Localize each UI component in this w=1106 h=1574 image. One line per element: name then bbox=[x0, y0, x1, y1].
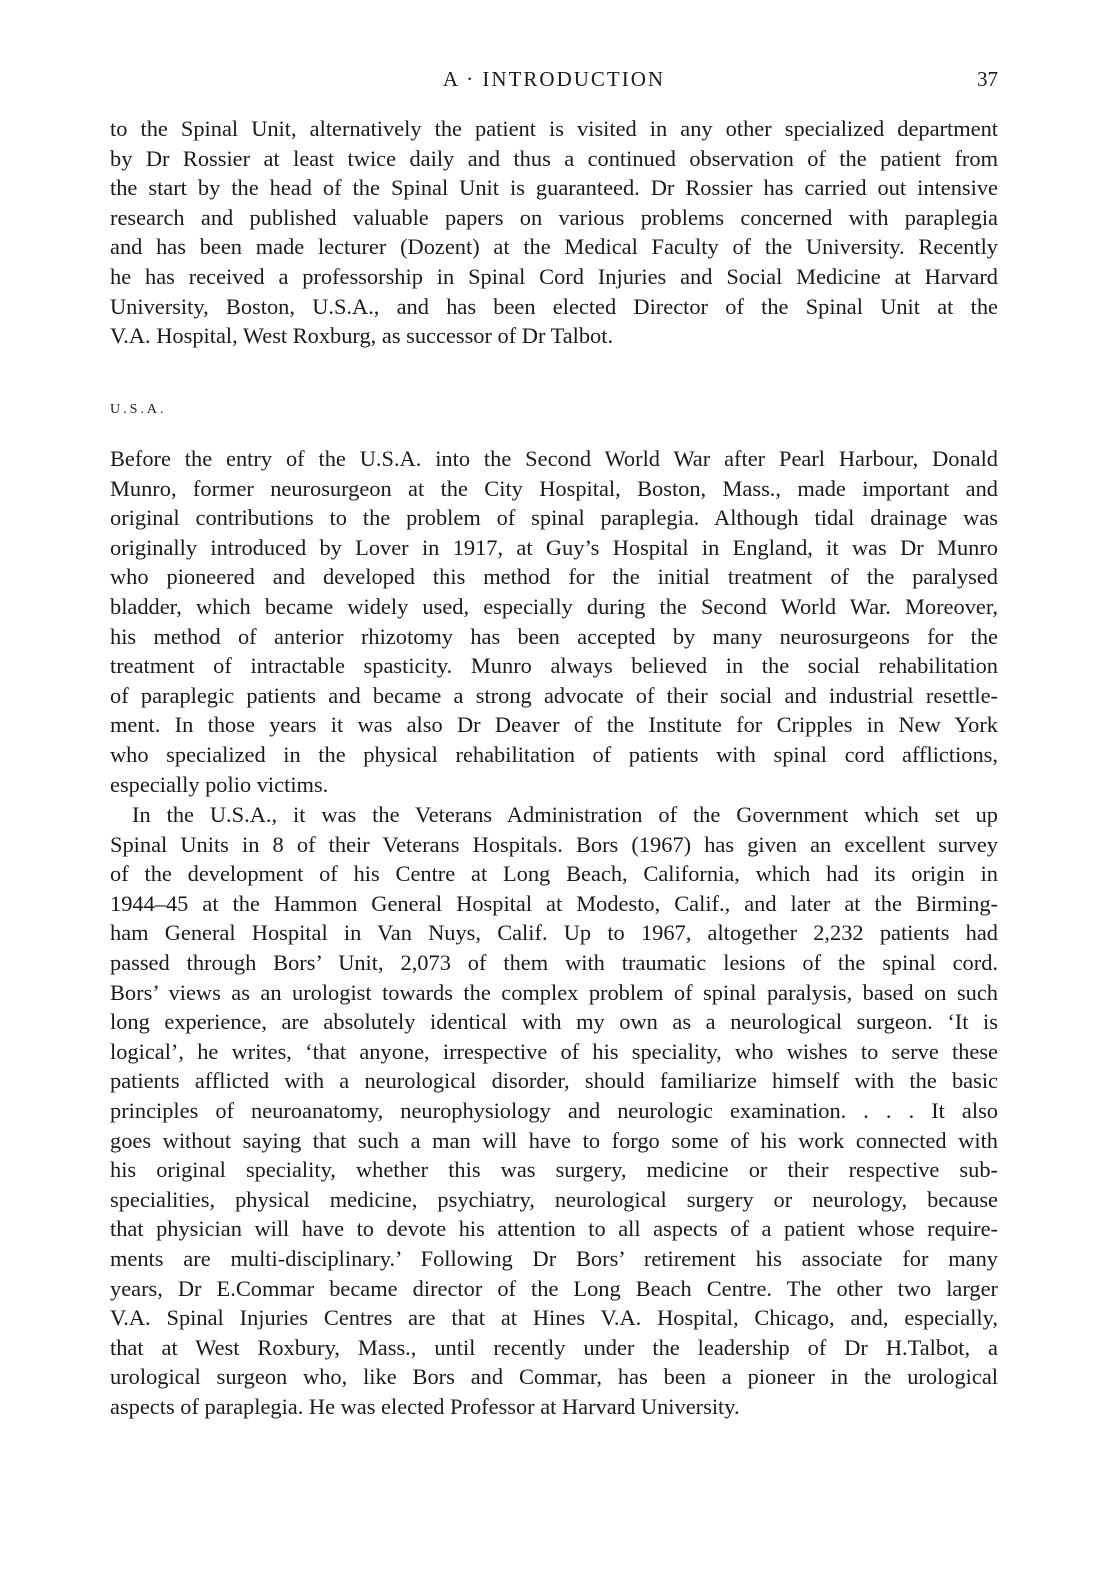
text-line: ment. In those years it was also Dr Deaver of the Institute for Cripples in New York bbox=[110, 712, 998, 738]
text-line: urological surgeon who, like Bors and Commar, has been a pioneer in the urological bbox=[110, 1364, 998, 1390]
text-line: by Dr Rossier at least twice daily and thus a continued observation of the patient from bbox=[110, 145, 998, 171]
text-line: that at West Roxbury, Mass., until recently under the leadership of Dr H.Talbot, a bbox=[110, 1334, 998, 1360]
paragraph-continuation bbox=[110, 114, 998, 351]
text-line: originally introduced by Lover in 1917, at Guy’s Hospital in England, it was Dr Munro bbox=[110, 534, 998, 560]
text-line: In the U.S.A., it was the Veterans Administration of the Government which set up bbox=[132, 802, 998, 827]
text-line: of the development of his Centre at Long Beach, California, which had its origin in bbox=[110, 861, 998, 887]
text-line: V.A. Hospital, West Roxburg, as successor of Dr Talbot. bbox=[110, 323, 614, 349]
page-number: 37 bbox=[977, 67, 998, 91]
text-line: 1944–45 at the Hammon General Hospital at Modesto, Calif., and later at the Birming- bbox=[110, 890, 998, 916]
paragraph-munro bbox=[110, 444, 998, 799]
running-head bbox=[110, 64, 998, 94]
text-line: who specialized in the physical rehabilitation of patients with spinal cord afflictions, bbox=[110, 741, 998, 767]
text-line: Bors’ views as an urologist towards the complex problem of spinal paralysis, based on such bbox=[110, 979, 998, 1005]
text-line: and has been made lecturer (Dozent) at the Medical Faculty of the University. Recently bbox=[110, 234, 998, 260]
text-line: treatment of intractable spasticity. Munro always believed in the social rehabilitation bbox=[110, 653, 998, 679]
text-line: the start by the head of the Spinal Unit is guaranteed. Dr Rossier has carried out intensive bbox=[110, 175, 998, 201]
text-line: bladder, which became widely used, especially during the Second World War. Moreover, bbox=[110, 593, 998, 619]
text-line: original contributions to the problem of spinal paraplegia. Although tidal drainage was bbox=[110, 505, 998, 531]
text-line: ments are multi-disciplinary.’ Following Dr Bors’ retirement his associate for many bbox=[110, 1245, 998, 1271]
text-line: V.A. Spinal Injuries Centres are that at Hines V.A. Hospital, Chicago, and, especially, bbox=[110, 1305, 998, 1331]
text-line: Munro, former neurosurgeon at the City Hospital, Boston, Mass., made important and bbox=[110, 475, 998, 501]
text-line: especially polio victims. bbox=[110, 771, 329, 797]
section-heading: U.S.A. bbox=[110, 402, 167, 417]
text-line: Before the entry of the U.S.A. into the Second World War after Pearl Harbour, Donald bbox=[110, 446, 998, 471]
text-line: he has received a professorship in Spinal Cord Injuries and Social Medicine at Harvard bbox=[110, 263, 998, 289]
text-line: aspects of paraplegia. He was elected Professor at Harvard University. bbox=[110, 1393, 740, 1419]
text-line: ham General Hospital in Van Nuys, Calif. Up to 1967, altogether 2,232 patients had bbox=[110, 920, 998, 946]
running-title: A · INTRODUCTION bbox=[442, 67, 666, 91]
text-line: University, Boston, U.S.A., and has been elected Director of the Spinal Unit at the bbox=[110, 293, 998, 319]
text-line: that physician will have to devote his attention to all aspects of a patient whose require- bbox=[110, 1216, 998, 1242]
text-line: principles of neuroanatomy, neurophysiology and neurologic examination. . . . It also bbox=[110, 1097, 998, 1123]
text-line: years, Dr E.Commar became director of the Long Beach Centre. The other two larger bbox=[110, 1275, 998, 1301]
text-line: specialities, physical medicine, psychiatry, neurological surgery or neurology, because bbox=[110, 1186, 998, 1212]
paragraph-veterans bbox=[110, 800, 998, 1421]
text-line: research and published valuable papers on various problems concerned with paraplegia bbox=[110, 204, 998, 230]
text-line: who pioneered and developed this method for the initial treatment of the paralysed bbox=[110, 564, 998, 590]
text-line: logical’, he writes, ‘that anyone, irrespective of his speciality, who wishes to serve these bbox=[110, 1038, 998, 1064]
text-line: his method of anterior rhizotomy has been accepted by many neurosurgeons for the bbox=[110, 623, 998, 649]
text-line: goes without saying that such a man will have to forgo some of his work connected with bbox=[110, 1127, 998, 1153]
text-line: patients afflicted with a neurological disorder, should familiarize himself with the basic bbox=[110, 1068, 998, 1094]
text-line: Spinal Units in 8 of their Veterans Hospitals. Bors (1967) has given an excellent survey bbox=[110, 831, 998, 857]
text-line: of paraplegic patients and became a strong advocate of their social and industrial resettle- bbox=[110, 682, 998, 708]
text-line: long experience, are absolutely identical with my own as a neurological surgeon. ‘It is bbox=[110, 1009, 998, 1035]
text-line: passed through Bors’ Unit, 2,073 of them with traumatic lesions of the spinal cord. bbox=[110, 949, 998, 975]
text-line: to the Spinal Unit, alternatively the patient is visited in any other specialized department bbox=[110, 116, 998, 141]
text-line: his original speciality, whether this was surgery, medicine or their respective sub- bbox=[110, 1157, 998, 1183]
